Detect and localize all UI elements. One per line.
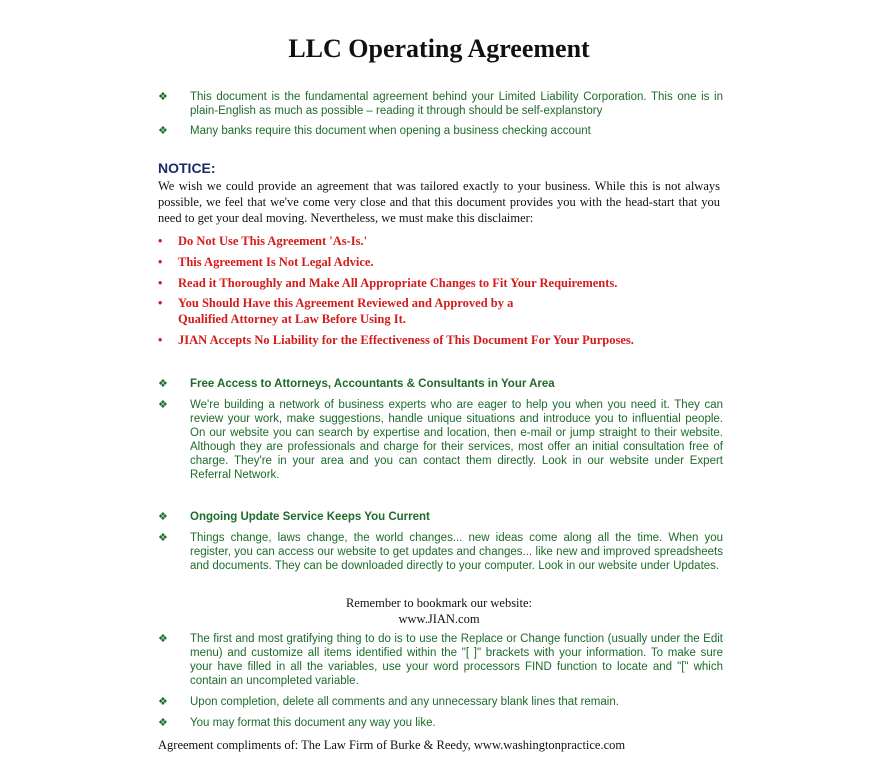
- final-bullet: ❖ Upon completion, delete all comments and any unnecessary blank lines that remain.: [158, 696, 619, 708]
- diamond-bullet-icon: ❖: [158, 511, 168, 523]
- free-access-body: ❖ We're building a network of business experts who are eager to help you when you need it. They can review your work, make suggestions, handle unique situations and introduce you to influential people. On our website you can search by expertise and location, then e-mail or jump straight to their website. Although they are professionals and charge for their services, most offer an initial consultation free of charge. They're in your area and you can contact them directly. Look in our website under Expert Referral Network.: [158, 399, 723, 481]
- diamond-bullet-icon: ❖: [158, 125, 168, 137]
- red-bullet-icon: •: [158, 296, 163, 310]
- diamond-bullet-icon: ❖: [158, 378, 168, 390]
- diamond-bullet-icon: ❖: [158, 696, 168, 708]
- bookmark-line: Remember to bookmark our website:: [345, 596, 533, 610]
- red-bullet-icon: •: [158, 333, 163, 347]
- disclaimer-item: • Read it Thoroughly and Make All Appropriate Changes to Fit Your Requirements.: [158, 276, 618, 290]
- free-access-heading: ❖ Free Access to Attorneys, Accountants & Consultants in Your Area: [158, 378, 555, 390]
- disclaimer-item: • This Agreement Is Not Legal Advice.: [158, 255, 374, 269]
- footer-credit: Agreement compliments of: The Law Firm of Burke & Reedy, www.washingtonpractice.com: [158, 738, 626, 752]
- disclaimer-item: • You Should Have this Agreement Reviewed and Approved by a Qualified Attorney at Law Before Using It.: [158, 296, 514, 326]
- diamond-bullet-icon: ❖: [158, 399, 168, 411]
- final-bullet: ❖ The first and most gratifying thing to do is to use the Replace or Change function (usually under the Edit menu) and customize all items identified within the "[ ]" brackets with your information. To make sure your have filled in all the variables, use your word processors FIND function to locate and "[" which contain an uncompleted variable.: [158, 633, 723, 687]
- diamond-bullet-icon: ❖: [158, 91, 168, 103]
- red-bullet-icon: •: [158, 276, 163, 290]
- diamond-bullet-icon: ❖: [158, 633, 168, 645]
- red-bullet-icon: •: [158, 255, 163, 269]
- notice-heading: NOTICE:: [158, 160, 216, 176]
- update-service-heading: ❖ Ongoing Update Service Keeps You Current: [158, 511, 430, 523]
- red-bullet-icon: •: [158, 234, 163, 248]
- bookmark-url: www.JIAN.com: [398, 612, 480, 626]
- diamond-bullet-icon: ❖: [158, 717, 168, 729]
- update-service-body: ❖ Things change, laws change, the world changes... new ideas come along all the time. When you register, you can access our website to get updates and changes... like new and improved spreadsheets and documents. They can be downloaded directly to your computer. Look in our website under Updates.: [158, 532, 723, 572]
- diamond-bullet-icon: ❖: [158, 532, 168, 544]
- disclaimer-item: • JIAN Accepts No Liability for the Effectiveness of This Document For Your Purposes.: [158, 333, 634, 347]
- document-title: LLC Operating Agreement: [288, 34, 590, 63]
- notice-body: We wish we could provide an agreement that was tailored exactly to your business. While this is not always possible, we feel that we've come very close and that this document provides you with the head-start that you need to get your deal moving. Nevertheless, we must make this disclaimer:: [158, 179, 720, 225]
- disclaimer-item: • Do Not Use This Agreement 'As-Is.': [158, 234, 368, 248]
- intro-bullet: ❖ Many banks require this document when opening a business checking account: [158, 125, 591, 137]
- intro-bullet: ❖ This document is the fundamental agreement behind your Limited Liability Corporation. This one is in plain-English as much as possible – reading it through should be self-explanstory: [158, 91, 723, 117]
- final-bullet: ❖ You may format this document any way you like.: [158, 717, 436, 729]
